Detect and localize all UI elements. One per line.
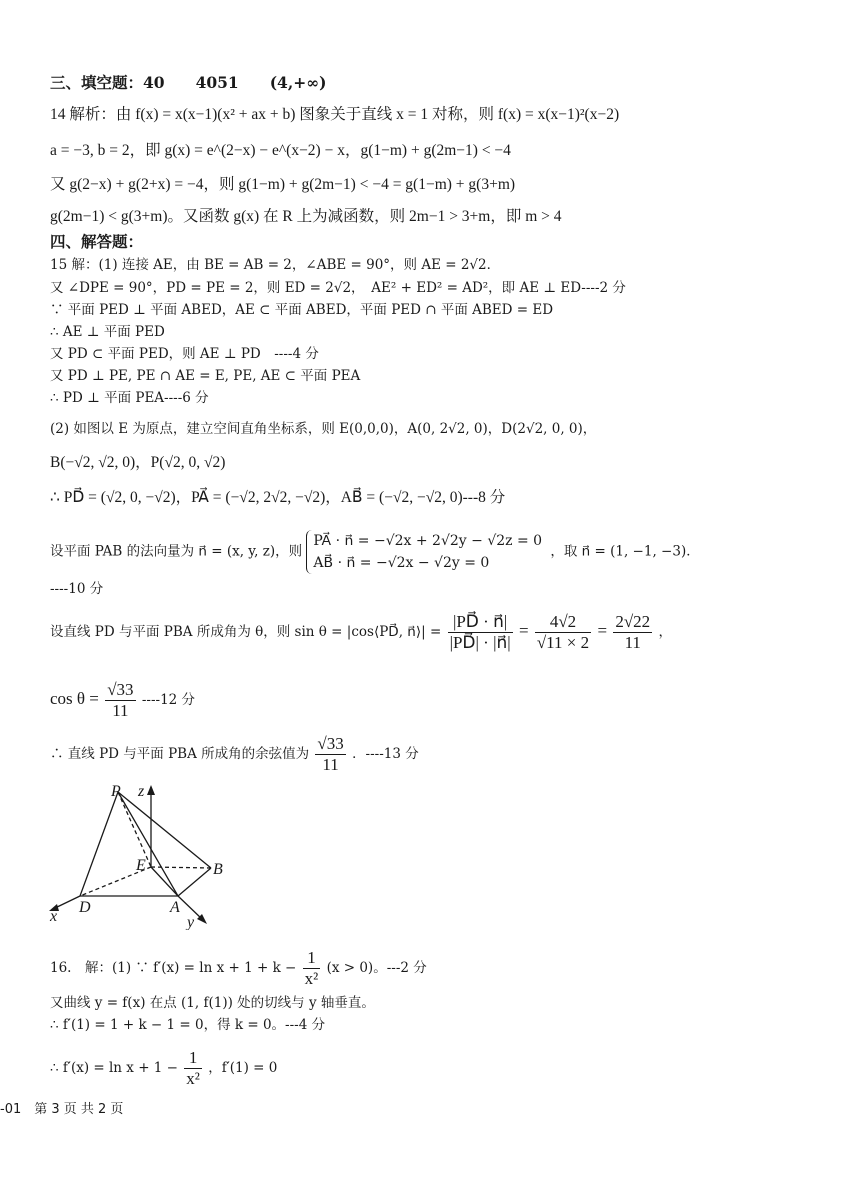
q15-line-7: ∴ PD ⊥ 平面 PEA----6 分 (50, 390, 209, 406)
score-13: ．----13 分 (352, 746, 419, 762)
edge-pa (118, 792, 178, 896)
q16-line-4 (50, 1048, 277, 1089)
z-axis-arrow-icon (147, 785, 155, 795)
q15-line-1: 15 解：(1) 连接 AE，由 BE = AB = 2，∠ABE = 90°，则 AE = 2√2． (50, 257, 501, 273)
fraction-1 (448, 612, 513, 653)
q15-part2-line-2: B(−√2, √2, 0)，P(√2, 0, √2) (50, 454, 226, 471)
q15-line-5: 又 PD ⊂ 平面 PED，则 AE ⊥ PD ----4 分 (50, 346, 319, 362)
q16-line-3: ∴ f′(1) = 1 + k − 1 = 0，得 k = 0。---4 分 (50, 1017, 326, 1033)
q15-conclusion-line (50, 734, 419, 775)
conclusion-numerator: √33 (317, 734, 344, 753)
q15-line-3: ∵ 平面 PED ⊥ 平面 ABED，AE ⊂ 平面 ABED，平面 PED ∩ 平面 ABED = ED (50, 302, 554, 318)
fraction-1-denominator: |PD⃗| · |n⃗| (449, 633, 511, 652)
section-heading-answers: 四、解答题： (50, 232, 144, 251)
normal-vector-result: ，取 n⃗ = (1, −1, −3)． (550, 543, 700, 560)
q16-denominator-2: x² (186, 1069, 200, 1088)
fraction-3-numerator: 2√22 (615, 612, 651, 631)
q16-derivative: ∴ f′(x) = ln x + 1 − (50, 1060, 178, 1076)
fraction-2 (535, 612, 591, 653)
q15-cosine-line (50, 680, 195, 721)
conclusion-denominator: 11 (322, 755, 339, 774)
sine-intro: 设直线 PD 与平面 PBA 所成角为 θ，则 sin θ = |cos⟨PD⃗, n⃗⟩| = (50, 624, 442, 640)
q14-line-4: g(2m−1) < g(3+m)。又函数 g(x) 在 R 上为减函数，则 2m−1 > 3+m，即 m > 4 (50, 208, 562, 225)
q16-domain: (x > 0)。---2 分 (326, 960, 427, 976)
fraction-1-numerator: |PD⃗ · n⃗| (448, 612, 513, 633)
label-b: B (213, 861, 223, 878)
page-footer: -01 第 3 页 共 2 页 (0, 1102, 124, 1117)
label-e: E (136, 857, 146, 874)
equals-sign: = (518, 621, 529, 640)
q16-value: ，f′(1) = 0 (208, 1060, 278, 1076)
label-p: P (111, 783, 121, 800)
cosine-fraction (105, 680, 135, 721)
label-x: x (50, 908, 58, 925)
fraction-3-denominator: 11 (624, 633, 641, 652)
label-z: z (138, 783, 145, 800)
q16-line-1 (50, 948, 427, 989)
conclusion-fraction (315, 734, 345, 775)
cosine-lhs: cos θ = (50, 689, 99, 708)
q16-numerator: 1 (303, 948, 321, 969)
sine-trailing: ， (658, 624, 672, 640)
label-a: A (170, 899, 180, 916)
score-12: ----12 分 (141, 692, 196, 708)
edge-pb (118, 792, 211, 868)
fraction-2-numerator: 4√2 (535, 612, 591, 633)
q16-line-2: 又曲线 y = f(x) 在点 (1, f(1)) 处的切线与 y 轴垂直。 (50, 995, 375, 1011)
equation-1: PA⃗ · n⃗ = −√2x + 2√2y − √2z = 0 (313, 533, 543, 549)
fraction-3 (613, 612, 652, 653)
equation-2: AB⃗ · n⃗ = −√2x − √2y = 0 (313, 555, 490, 571)
q16-fraction (303, 948, 321, 989)
pyramid-figure (45, 782, 225, 930)
q14-line-1: 14 解析：由 f(x) = x(x−1)(x² + ax + b) 图象关于直线 x = 1 对称，则 f(x) = x(x−1)²(x−2) (50, 106, 620, 123)
fill-blank-answers: 三、填空题：40 4051 (4,+∞) (50, 73, 327, 92)
q15-part2-line-1: (2) 如图以 E 为原点，建立空间直角坐标系，则 E(0,0,0)，A(0, 2√2, 0)，D(2√2, 0, 0)， (50, 421, 597, 437)
q15-score-10: ----10 分 (50, 581, 104, 597)
q15-sine-line (50, 612, 672, 653)
edge-pd (80, 792, 118, 896)
edge-pe (118, 792, 151, 867)
q16-intro: 16. 解：(1) ∵ f′(x) = ln x + 1 + k − (50, 960, 297, 976)
q15-line-4: ∴ AE ⊥ 平面 PED (50, 324, 165, 340)
q16-denominator: x² (304, 969, 319, 988)
normal-vector-intro: 设平面 PAB 的法向量为 n⃗ = (x, y, z)，则 (50, 543, 303, 560)
q15-line-6: 又 PD ⊥ PE, PE ∩ AE = E, PE, AE ⊂ 平面 PEA (50, 368, 361, 384)
conclusion-text: ∴ 直线 PD 与平面 PBA 所成角的余弦值为 (50, 746, 310, 762)
fraction-2-denominator: √11 × 2 (536, 633, 590, 652)
q15-normal-vector-line (50, 530, 700, 574)
label-d: D (79, 899, 91, 916)
cosine-denominator: 11 (112, 701, 129, 720)
cosine-numerator: √33 (107, 680, 134, 699)
q16-fraction-2 (184, 1048, 202, 1089)
equation-system (306, 530, 546, 574)
edge-ab (178, 868, 211, 896)
label-y: y (187, 914, 195, 930)
q14-line-3: 又 g(2−x) + g(2+x) = −4，则 g(1−m) + g(2m−1) < −4 = g(1−m) + g(3+m) (50, 176, 516, 193)
q16-numerator-2: 1 (184, 1048, 202, 1069)
edge-eb (151, 867, 211, 868)
equals-sign-2: = (597, 621, 608, 640)
q15-line-2: 又 ∠DPE = 90°，PD = PE = 2，则 ED = 2√2， AE² + ED² = AD²，即 AE ⊥ ED----2 分 (50, 280, 626, 296)
q14-line-2: a = −3, b = 2，即 g(x) = e^(2−x) − e^(x−2) − x，g(1−m) + g(2m−1) < −4 (50, 142, 511, 159)
q15-vectors-line: ∴ PD⃗ = (√2, 0, −√2)，PA⃗ = (−√2, 2√2, −√2)，AB⃗ = (−√2, −√2, 0)---8 分 (50, 489, 506, 506)
